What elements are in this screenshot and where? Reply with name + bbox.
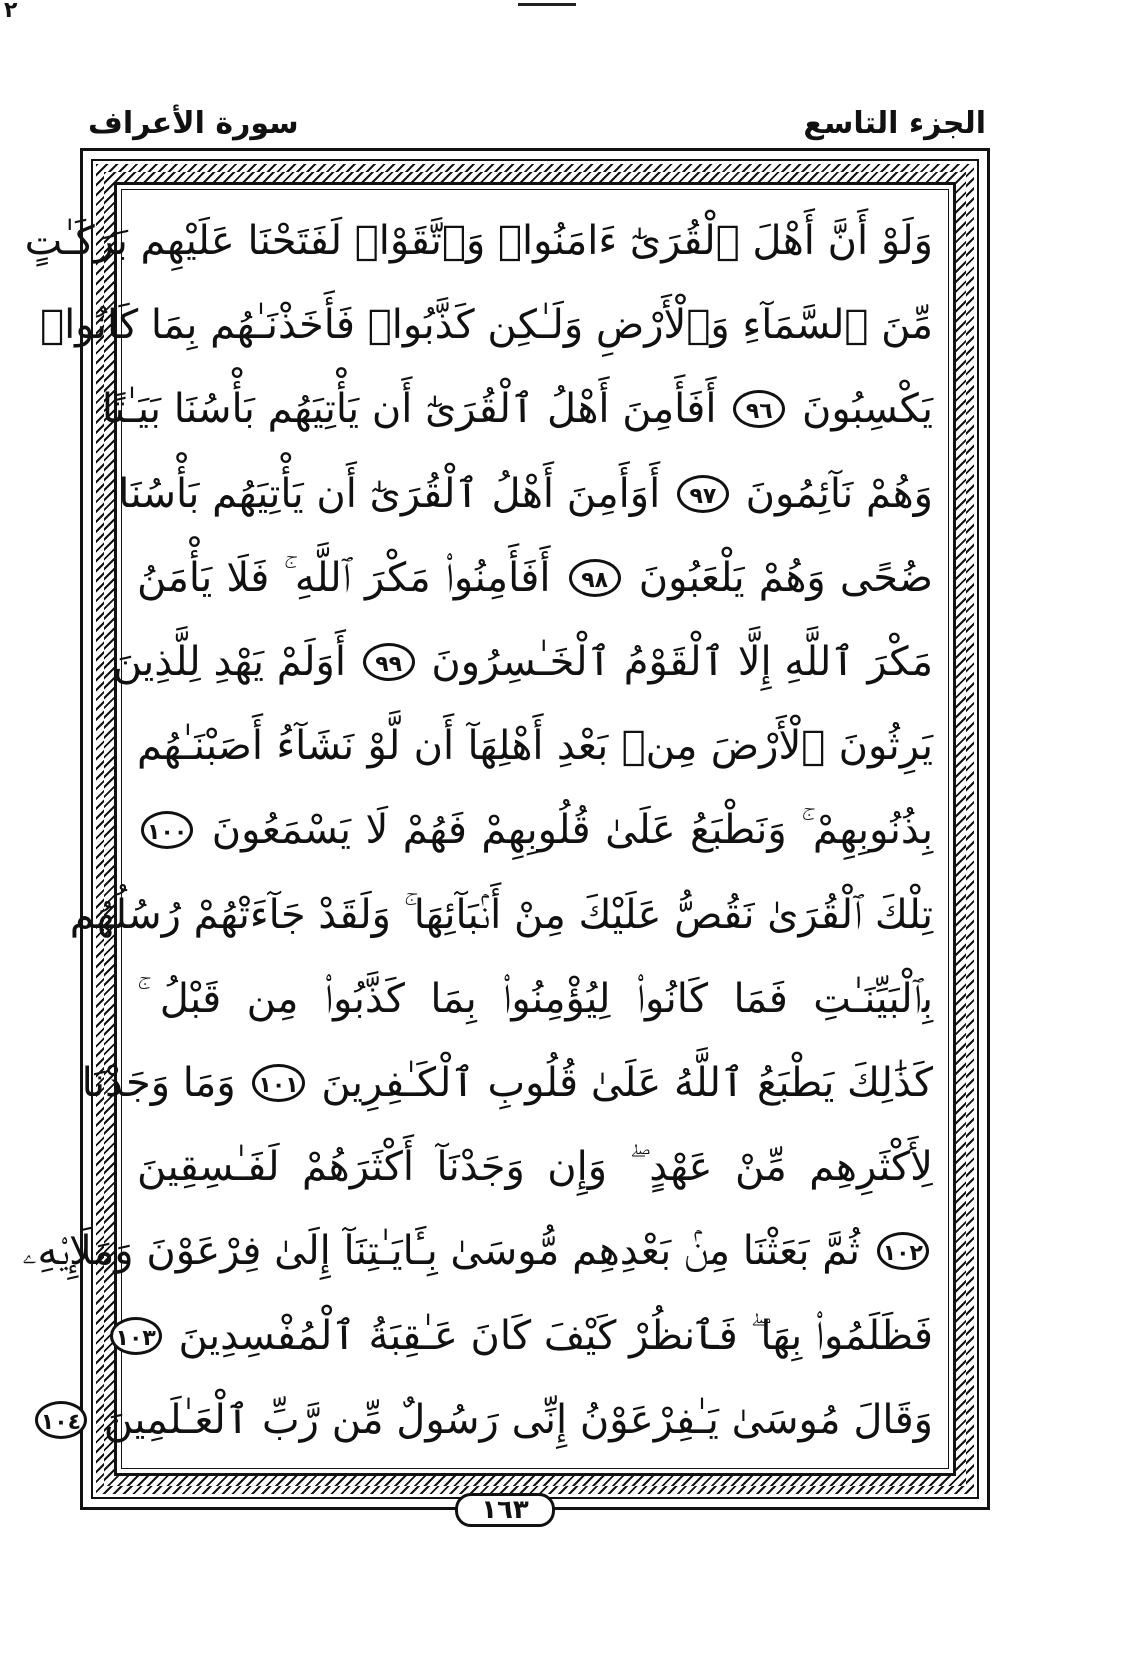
verse-text: مِّنَ ٱلسَّمَآءِ وَٱلْأَرْضِ وَلَـٰكِن كَذَّبُوا۟ فَأَخَذْنَـٰهُم بِمَا كَانُوا۟ bbox=[40, 302, 933, 349]
quran-line bbox=[24, 199, 939, 283]
verse-text: أَفَأَمِنَ أَهْلُ ٱلْقُرَىٰٓ أَن يَأْتِيَهُم بَأْسُنَا بَيَـٰتًا bbox=[101, 386, 717, 433]
verse-text: بِٱلْبَيِّنَـٰتِ فَمَا كَانُوا۟ لِيُؤْمِنُوا۟ بِمَا كَذَّبُوا۟ مِن قَبْلُ ۚ bbox=[137, 975, 933, 1022]
ayah-number-marker: ١٠٣ bbox=[110, 1317, 162, 1355]
quran-line bbox=[101, 367, 939, 451]
ayah-number-marker: ١٠٤ bbox=[35, 1401, 87, 1439]
verse-text: أَوَأَمِنَ أَهْلُ ٱلْقُرَىٰٓ أَن يَأْتِيَهُم بَأْسُنَا bbox=[118, 470, 661, 517]
quran-line bbox=[115, 1294, 939, 1378]
ayah-number-marker: ٩٨ bbox=[569, 559, 621, 597]
quran-line bbox=[131, 957, 939, 1041]
quran-text-area bbox=[22, 199, 939, 1459]
quran-line bbox=[118, 452, 939, 536]
verse-text: وَقَالَ مُوسَىٰ يَـٰفِرْعَوْنُ إِنِّى رَسُولٌ مِّن رَّبِّ ٱلْعَـٰلَمِينَ bbox=[103, 1396, 933, 1443]
quran-line bbox=[40, 1378, 939, 1462]
page-header bbox=[86, 102, 988, 152]
ayah-number-marker: ١٠١ bbox=[252, 1064, 304, 1102]
verse-text: لِأَكْثَرِهِم مِّنْ عَهْدٍ ۖ وَإِن وَجَدْنَآ أَكْثَرَهُمْ لَفَـٰسِقِينَ bbox=[137, 1144, 933, 1191]
corner-mark: ٢ bbox=[4, 0, 18, 23]
ayah-number-marker: ٩٧ bbox=[677, 475, 729, 513]
verse-text: يَكْسِبُونَ bbox=[801, 386, 933, 433]
page-frame bbox=[22, 148, 990, 1510]
ayah-number-marker: ٩٩ bbox=[363, 643, 415, 681]
verse-text: كَذَٰلِكَ يَطْبَعُ ٱللَّهُ عَلَىٰ قُلُوبِ ٱلْكَـٰفِرِينَ bbox=[321, 1060, 933, 1106]
verse-text: بِذُنُوبِهِمْ ۚ وَنَطْبَعُ عَلَىٰ قُلُوبِهِمْ فَهُمْ لَا يَسْمَعُونَ bbox=[211, 807, 933, 854]
verse-text: ثُمَّ بَعَثْنَا مِنۢ بَعْدِهِم مُّوسَىٰ بِـَٔايَـٰتِنَآ إِلَىٰ فِرْعَوْنَ وَمَلَإِي۟هِۦ bbox=[22, 1228, 860, 1275]
quran-line bbox=[69, 873, 939, 957]
ayah-number-marker: ٩٦ bbox=[733, 390, 785, 428]
verse-text: وَهُمْ نَآئِمُونَ bbox=[745, 470, 933, 517]
verse-text: مَكْرَ ٱللَّهِ إِلَّا ٱلْقَوْمُ ٱلْخَـٰسِرُونَ bbox=[431, 639, 933, 685]
top-dash-divider bbox=[518, 3, 576, 6]
verse-text: وَمَا وَجَدْنَا bbox=[81, 1060, 236, 1106]
quran-line bbox=[131, 1125, 939, 1209]
page-number: ١٦٣ bbox=[455, 1493, 555, 1527]
quran-line bbox=[40, 283, 939, 367]
verse-text: وَلَوْ أَنَّ أَهْلَ ٱلْقُرَىٰٓ ءَامَنُوا۟ وَٱتَّقَوْا۟ لَفَتَحْنَا عَلَيْهِم بَرَكَـٰتٍ bbox=[24, 218, 933, 264]
quran-line bbox=[131, 788, 939, 872]
verse-text: أَفَأَمِنُوا۟ مَكْرَ ٱللَّهِ ۚ فَلَا يَأْمَنُ bbox=[137, 554, 551, 601]
quran-line bbox=[131, 704, 939, 788]
ayah-number-marker: ١٠٢ bbox=[877, 1232, 929, 1270]
quran-line bbox=[131, 536, 939, 620]
ayah-number-marker: ١٠٠ bbox=[141, 811, 193, 849]
verse-text: فَظَلَمُوا۟ بِهَا ۖ فَٱنظُرْ كَيْفَ كَانَ عَـٰقِبَةُ ٱلْمُفْسِدِينَ bbox=[178, 1312, 933, 1359]
quran-line bbox=[22, 1209, 939, 1293]
verse-text: ضُحًى وَهُمْ يَلْعَبُونَ bbox=[638, 554, 934, 601]
verse-text: تِلْكَ ٱلْقُرَىٰ نَقُصُّ عَلَيْكَ مِنْ أَنۢبَآئِهَا ۚ وَلَقَدْ جَآءَتْهُمْ رُسُلُهُم bbox=[69, 891, 933, 938]
quran-line bbox=[81, 1041, 939, 1125]
juz-name: الجزء التاسع bbox=[803, 106, 986, 141]
verse-text: أَوَلَمْ يَهْدِ لِلَّذِينَ bbox=[112, 639, 346, 685]
surah-name: سورة الأعراف bbox=[88, 106, 299, 141]
quran-line bbox=[112, 620, 939, 704]
verse-text: يَرِثُونَ ٱلْأَرْضَ مِنۢ بَعْدِ أَهْلِهَآ أَن لَّوْ نَشَآءُ أَصَبْنَـٰهُم bbox=[137, 723, 933, 770]
